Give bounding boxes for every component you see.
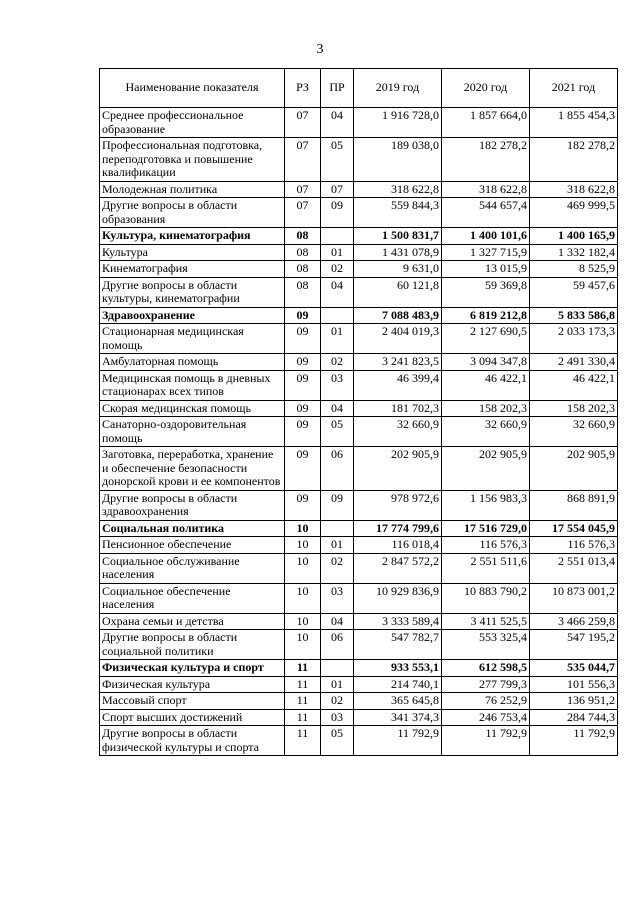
cell-2021: 469 999,5 — [530, 198, 618, 228]
cell-2020: 17 516 729,0 — [442, 520, 530, 537]
cell-name: Другие вопросы в области культуры, кинематографии — [100, 277, 285, 307]
cell-2019: 2 404 019,3 — [354, 324, 442, 354]
cell-rz: 09 — [285, 354, 321, 371]
cell-2020: 59 369,8 — [442, 277, 530, 307]
cell-2020: 3 411 525,5 — [442, 613, 530, 630]
cell-2021: 17 554 045,9 — [530, 520, 618, 537]
table-row — [100, 417, 618, 447]
cell-name: Здравоохранение — [100, 307, 285, 324]
cell-2020: 13 015,9 — [442, 261, 530, 278]
cell-name: Социальное обслуживание населения — [100, 553, 285, 583]
table-row — [100, 198, 618, 228]
table-row — [100, 228, 618, 245]
cell-rz: 10 — [285, 537, 321, 554]
cell-rz: 07 — [285, 108, 321, 138]
cell-2020: 158 202,3 — [442, 400, 530, 417]
cell-name: Охрана семьи и детства — [100, 613, 285, 630]
cell-2019: 46 399,4 — [354, 370, 442, 400]
cell-name: Культура, кинематография — [100, 228, 285, 245]
table-row — [100, 490, 618, 520]
cell-pr: 07 — [321, 181, 354, 198]
cell-rz: 10 — [285, 630, 321, 660]
table-row — [100, 307, 618, 324]
cell-2019: 17 774 799,6 — [354, 520, 442, 537]
cell-2020: 1 400 101,6 — [442, 228, 530, 245]
cell-2020: 76 252,9 — [442, 693, 530, 710]
cell-2019: 181 702,3 — [354, 400, 442, 417]
cell-rz: 11 — [285, 660, 321, 677]
cell-2019: 318 622,8 — [354, 181, 442, 198]
cell-2021: 202 905,9 — [530, 447, 618, 491]
cell-pr: 05 — [321, 138, 354, 182]
table-row — [100, 583, 618, 613]
cell-2020: 246 753,4 — [442, 709, 530, 726]
table-row — [100, 138, 618, 182]
cell-rz: 09 — [285, 490, 321, 520]
table-row — [100, 324, 618, 354]
cell-2019: 559 844,3 — [354, 198, 442, 228]
cell-2021: 535 044,7 — [530, 660, 618, 677]
cell-2021: 158 202,3 — [530, 400, 618, 417]
cell-2019: 978 972,6 — [354, 490, 442, 520]
cell-2021: 32 660,9 — [530, 417, 618, 447]
cell-rz: 09 — [285, 417, 321, 447]
table-row — [100, 520, 618, 537]
cell-name: Другие вопросы в области социальной политики — [100, 630, 285, 660]
table-row — [100, 447, 618, 491]
cell-pr: 01 — [321, 324, 354, 354]
cell-2020: 1 156 983,3 — [442, 490, 530, 520]
cell-2021: 182 278,2 — [530, 138, 618, 182]
table-row — [100, 726, 618, 756]
cell-2020: 32 660,9 — [442, 417, 530, 447]
cell-2021: 3 466 259,8 — [530, 613, 618, 630]
cell-2020: 553 325,4 — [442, 630, 530, 660]
page-number: 3 — [316, 42, 324, 57]
cell-rz: 09 — [285, 307, 321, 324]
cell-2019: 3 333 589,4 — [354, 613, 442, 630]
cell-2019: 60 121,8 — [354, 277, 442, 307]
cell-pr: 05 — [321, 417, 354, 447]
cell-name: Социальное обеспечение населения — [100, 583, 285, 613]
cell-pr: 02 — [321, 354, 354, 371]
cell-2021: 1 400 165,9 — [530, 228, 618, 245]
cell-pr — [321, 228, 354, 245]
cell-2021: 868 891,9 — [530, 490, 618, 520]
header-name: Наименование показателя — [100, 69, 285, 108]
cell-rz: 11 — [285, 693, 321, 710]
table-row — [100, 261, 618, 278]
cell-2021: 2 491 330,4 — [530, 354, 618, 371]
cell-2020: 6 819 212,8 — [442, 307, 530, 324]
cell-2021: 10 873 001,2 — [530, 583, 618, 613]
cell-rz: 10 — [285, 613, 321, 630]
table-row — [100, 400, 618, 417]
cell-rz: 09 — [285, 324, 321, 354]
table-row — [100, 693, 618, 710]
cell-pr — [321, 307, 354, 324]
table-row — [100, 370, 618, 400]
cell-2021: 46 422,1 — [530, 370, 618, 400]
cell-2021: 1 855 454,3 — [530, 108, 618, 138]
cell-rz: 10 — [285, 553, 321, 583]
cell-2021: 5 833 586,8 — [530, 307, 618, 324]
table-row — [100, 613, 618, 630]
cell-2019: 214 740,1 — [354, 676, 442, 693]
cell-pr: 06 — [321, 630, 354, 660]
cell-pr: 02 — [321, 261, 354, 278]
table-row — [100, 676, 618, 693]
cell-rz: 07 — [285, 138, 321, 182]
cell-2019: 189 038,0 — [354, 138, 442, 182]
cell-rz: 08 — [285, 244, 321, 261]
cell-pr: 02 — [321, 693, 354, 710]
cell-2021: 547 195,2 — [530, 630, 618, 660]
cell-name: Заготовка, переработка, хранение и обеспечение безопасности донорской крови и ее компонентов — [100, 447, 285, 491]
cell-2021: 1 332 182,4 — [530, 244, 618, 261]
cell-name: Другие вопросы в области здравоохранения — [100, 490, 285, 520]
cell-2020: 1 327 715,9 — [442, 244, 530, 261]
cell-name: Социальная политика — [100, 520, 285, 537]
cell-rz: 10 — [285, 520, 321, 537]
cell-2019: 11 792,9 — [354, 726, 442, 756]
cell-2021: 2 551 013,4 — [530, 553, 618, 583]
header-2019: 2019 год — [354, 69, 442, 108]
cell-2019: 9 631,0 — [354, 261, 442, 278]
cell-2021: 59 457,6 — [530, 277, 618, 307]
table-row — [100, 660, 618, 677]
table-row — [100, 354, 618, 371]
cell-2021: 11 792,9 — [530, 726, 618, 756]
cell-pr — [321, 660, 354, 677]
cell-name: Стационарная медицинская помощь — [100, 324, 285, 354]
cell-2020: 11 792,9 — [442, 726, 530, 756]
cell-pr: 05 — [321, 726, 354, 756]
cell-2019: 7 088 483,9 — [354, 307, 442, 324]
cell-2019: 1 916 728,0 — [354, 108, 442, 138]
cell-2020: 3 094 347,8 — [442, 354, 530, 371]
cell-2020: 2 127 690,5 — [442, 324, 530, 354]
cell-2021: 136 951,2 — [530, 693, 618, 710]
cell-rz: 08 — [285, 277, 321, 307]
cell-name: Санаторно-оздоровительная помощь — [100, 417, 285, 447]
cell-pr: 04 — [321, 400, 354, 417]
cell-2019: 1 500 831,7 — [354, 228, 442, 245]
cell-rz: 07 — [285, 198, 321, 228]
cell-2020: 46 422,1 — [442, 370, 530, 400]
cell-2020: 1 857 664,0 — [442, 108, 530, 138]
table-header-row — [100, 69, 618, 108]
cell-pr: 09 — [321, 490, 354, 520]
cell-2020: 544 657,4 — [442, 198, 530, 228]
cell-name: Другие вопросы в области образования — [100, 198, 285, 228]
table-row — [100, 709, 618, 726]
table-row — [100, 108, 618, 138]
cell-2021: 101 556,3 — [530, 676, 618, 693]
cell-pr: 04 — [321, 613, 354, 630]
cell-rz: 09 — [285, 447, 321, 491]
cell-2019: 10 929 836,9 — [354, 583, 442, 613]
cell-pr: 04 — [321, 108, 354, 138]
cell-pr: 03 — [321, 370, 354, 400]
cell-2019: 341 374,3 — [354, 709, 442, 726]
cell-rz: 11 — [285, 726, 321, 756]
cell-name: Профессиональная подготовка, переподготовка и повышение квалификации — [100, 138, 285, 182]
cell-pr: 01 — [321, 244, 354, 261]
cell-2020: 202 905,9 — [442, 447, 530, 491]
cell-2020: 318 622,8 — [442, 181, 530, 198]
cell-2020: 10 883 790,2 — [442, 583, 530, 613]
cell-2019: 933 553,1 — [354, 660, 442, 677]
cell-rz: 11 — [285, 676, 321, 693]
header-pr: ПР — [321, 69, 354, 108]
cell-2019: 202 905,9 — [354, 447, 442, 491]
cell-2021: 8 525,9 — [530, 261, 618, 278]
cell-pr — [321, 520, 354, 537]
cell-name: Массовый спорт — [100, 693, 285, 710]
cell-2020: 2 551 511,6 — [442, 553, 530, 583]
cell-2019: 116 018,4 — [354, 537, 442, 554]
table-row — [100, 244, 618, 261]
cell-name: Физическая культура и спорт — [100, 660, 285, 677]
table-row — [100, 630, 618, 660]
cell-pr: 04 — [321, 277, 354, 307]
cell-rz: 07 — [285, 181, 321, 198]
cell-name: Медицинская помощь в дневных стационарах всех типов — [100, 370, 285, 400]
cell-name: Другие вопросы в области физической культуры и спорта — [100, 726, 285, 756]
cell-pr: 06 — [321, 447, 354, 491]
cell-rz: 09 — [285, 400, 321, 417]
header-2020: 2020 год — [442, 69, 530, 108]
cell-2020: 612 598,5 — [442, 660, 530, 677]
table-body — [100, 108, 618, 756]
cell-2020: 277 799,3 — [442, 676, 530, 693]
cell-pr: 03 — [321, 583, 354, 613]
cell-2019: 2 847 572,2 — [354, 553, 442, 583]
cell-name: Пенсионное обеспечение — [100, 537, 285, 554]
cell-name: Культура — [100, 244, 285, 261]
cell-name: Молодежная политика — [100, 181, 285, 198]
cell-pr: 02 — [321, 553, 354, 583]
cell-2019: 3 241 823,5 — [354, 354, 442, 371]
cell-pr: 01 — [321, 537, 354, 554]
cell-pr: 03 — [321, 709, 354, 726]
cell-rz: 08 — [285, 228, 321, 245]
cell-2020: 116 576,3 — [442, 537, 530, 554]
header-rz: РЗ — [285, 69, 321, 108]
cell-rz: 11 — [285, 709, 321, 726]
header-2021: 2021 год — [530, 69, 618, 108]
cell-rz: 08 — [285, 261, 321, 278]
cell-name: Спорт высших достижений — [100, 709, 285, 726]
cell-rz: 09 — [285, 370, 321, 400]
cell-pr: 01 — [321, 676, 354, 693]
cell-name: Кинематография — [100, 261, 285, 278]
cell-2021: 116 576,3 — [530, 537, 618, 554]
cell-name: Физическая культура — [100, 676, 285, 693]
table-row — [100, 181, 618, 198]
cell-2021: 2 033 173,3 — [530, 324, 618, 354]
cell-name: Амбулаторная помощь — [100, 354, 285, 371]
cell-2019: 547 782,7 — [354, 630, 442, 660]
table-row — [100, 277, 618, 307]
table-row — [100, 537, 618, 554]
cell-2020: 182 278,2 — [442, 138, 530, 182]
table-row — [100, 553, 618, 583]
budget-table — [99, 68, 618, 756]
cell-2019: 365 645,8 — [354, 693, 442, 710]
cell-pr: 09 — [321, 198, 354, 228]
cell-2021: 284 744,3 — [530, 709, 618, 726]
cell-name: Среднее профессиональное образование — [100, 108, 285, 138]
cell-name: Скорая медицинская помощь — [100, 400, 285, 417]
cell-2019: 32 660,9 — [354, 417, 442, 447]
cell-rz: 10 — [285, 583, 321, 613]
cell-2019: 1 431 078,9 — [354, 244, 442, 261]
cell-2021: 318 622,8 — [530, 181, 618, 198]
